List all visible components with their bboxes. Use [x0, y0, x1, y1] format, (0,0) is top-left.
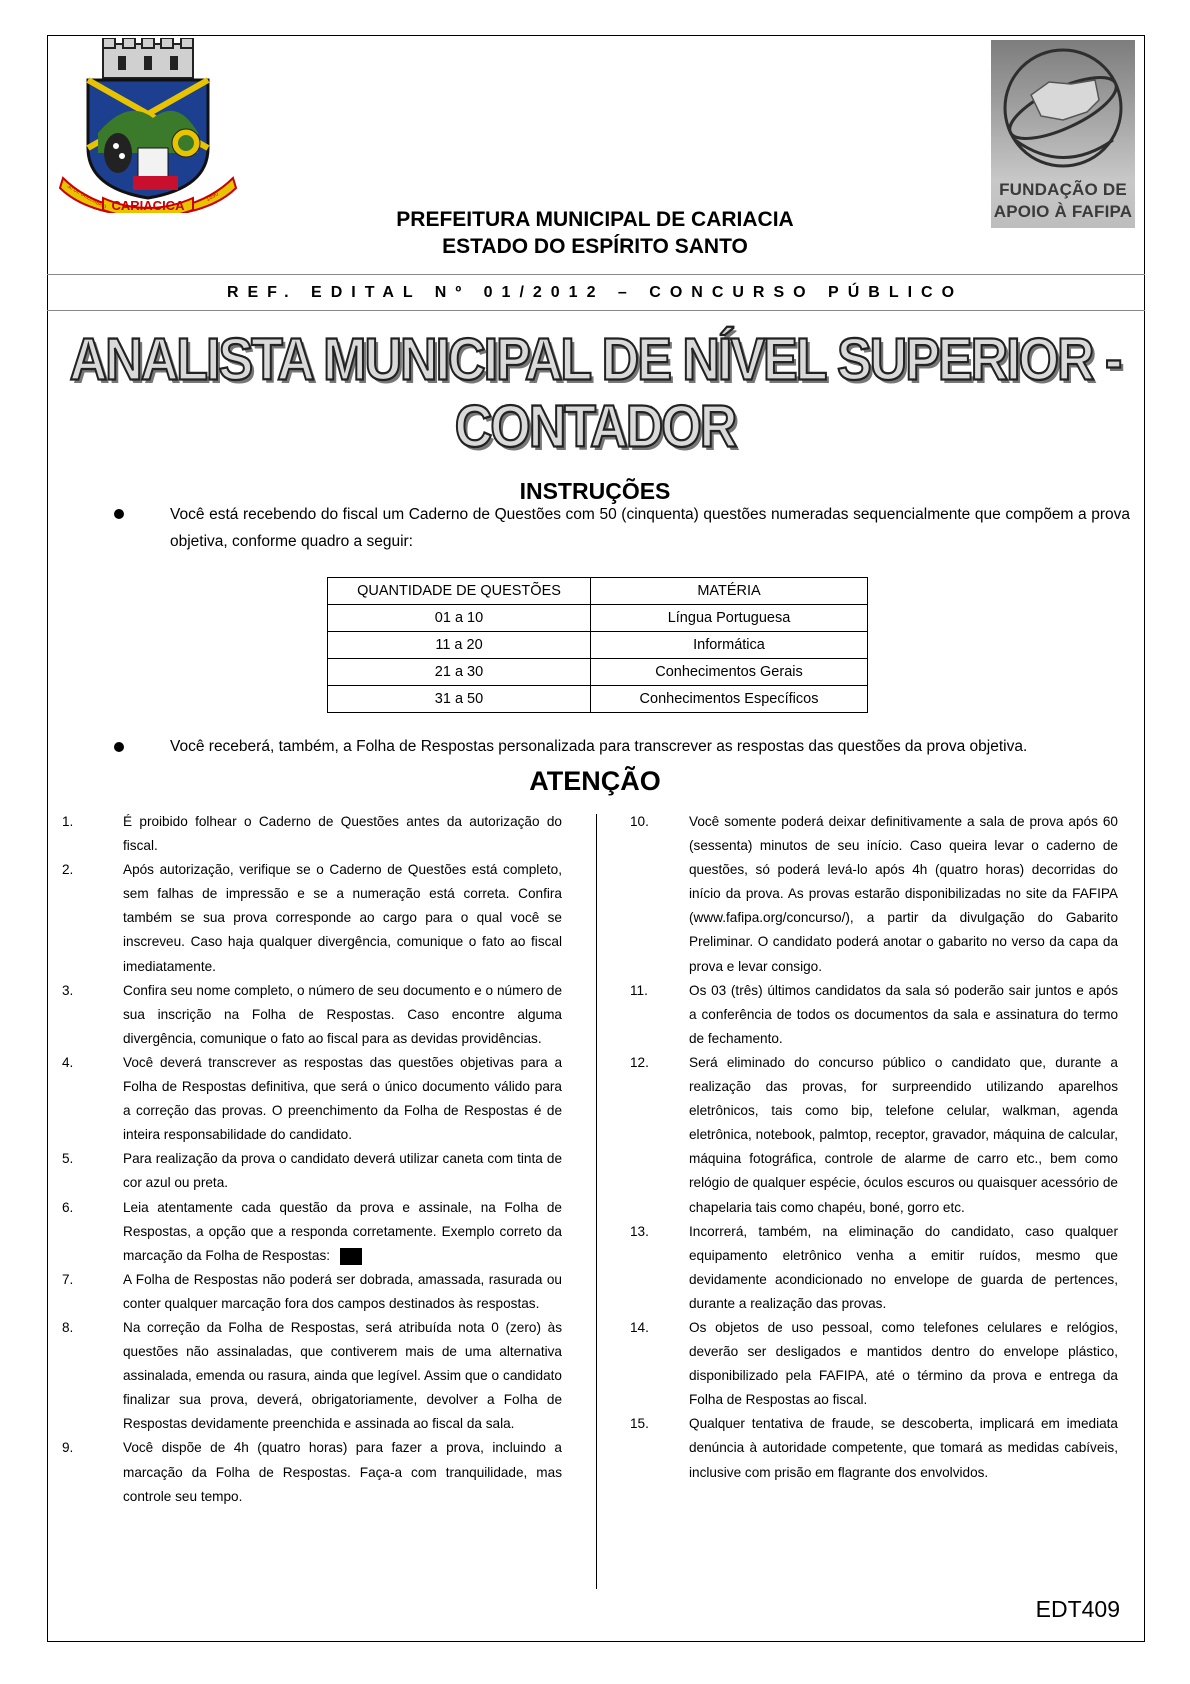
edital-reference: REF. EDITAL Nº 01/2012 – CONCURSO PÚBLICO: [226, 284, 964, 301]
list-item: 3. Confira seu nome completo, o número de seu documento e o número de sua inscrição na Folha de Respostas. Caso encontre alguma divergência, comunique o fato ao fiscal para as devidas providências.: [62, 982, 562, 1046]
table-cell: 11 a 20: [328, 632, 591, 659]
questions-table: [327, 577, 868, 713]
header-line2: ESTADO DO ESPÍRITO SANTO: [442, 235, 748, 258]
table-cell: Conhecimentos Específicos: [591, 686, 868, 713]
fafipa-logo: [991, 40, 1135, 228]
table-row: [328, 632, 868, 659]
fafipa-logo-line1: FUNDAÇÃO DE: [999, 180, 1127, 199]
fafipa-logo-line2: APOIO À FAFIPA: [993, 202, 1133, 221]
document-code: EDT409: [1035, 1596, 1120, 1622]
list-item: 1. É proibido folhear o Caderno de Questões antes da autorização do fiscal.: [62, 814, 562, 854]
attention-list-right: [630, 810, 1118, 1485]
crest-banner-date: 30 DE DEZEMBRO: [66, 183, 107, 211]
crest-banner-year: 1890: [205, 191, 220, 204]
list-item: 12. Será eliminado do concurso público o candidato que, durante a realização das provas, for surpreendido utilizando aparelhos eletrônicos, tais como bip, telefone celular, walkman, agenda eletrônica, notebook, palmtop, receptor, gravador, máquina de calcular, máquina fotográfica, controle de alarme de carro etc., bem como relógio de qualquer espécie, óculos escuros ou quaisquer acessório de chapelaria tais como chapéu, boné, gorro etc.: [630, 1054, 1118, 1215]
instruction-bullet-1: Você está recebendo do fiscal um Caderno de Questões com 50 (cinquenta) questões numeradas sequencialmente que compõem a prova objetiva, conforme quadro a seguir:: [170, 506, 1130, 550]
exam-title-line2: CONTADOR: [454, 393, 736, 461]
divider: [47, 274, 1145, 275]
bullet-icon: [114, 742, 124, 752]
instructions-heading: INSTRUÇÕES: [519, 478, 671, 504]
list-item: 5. Para realização da prova o candidato deverá utilizar caneta com tinta de cor azul ou preta.: [62, 1151, 562, 1191]
bullet-icon: [114, 509, 124, 519]
attention-list-left: [62, 810, 562, 1509]
list-item: 10. Você somente poderá deixar definitivamente a sala de prova após 60 (sessenta) minutos de seu início. Caso queira levar o caderno de questões, só poderá levá-lo após 4h (quatro horas) decorridas do início da prova. As provas estarão disponibilizadas no site da FAFIPA (www.fafipa.org/concurso/), a partir da divulgação do Gabarito Preliminar. O candidato poderá anotar o gabarito no verso da capa da prova e levar consigo.: [630, 814, 1118, 974]
list-item: 8. Na correção da Folha de Respostas, será atribuída nota 0 (zero) às questões não assinaladas, que contiverem mais de uma alternativa assinalada, emenda ou rasura, ainda que legível. Assim que o candidato finalizar sua prova, deverá, obrigatoriamente, devolver a Folha de Respostas devidamente preenchida e assinada ao fiscal da sala.: [62, 1319, 562, 1432]
list-item: 2. Após autorização, verifique se o Caderno de Questões está completo, sem falhas de impressão e se a numeração está correta. Confira também se sua prova corresponde ao cargo para o qual você se inscreveu. Caso haja qualquer divergência, comunique o fato ao fiscal imediatamente.: [62, 862, 562, 974]
table-cell: Língua Portuguesa: [591, 605, 868, 632]
globe-icon: [991, 40, 1135, 180]
table-row: [328, 659, 868, 686]
header-line1: PREFEITURA MUNICIPAL DE CARIACIA: [396, 208, 794, 231]
table-cell: Informática: [591, 632, 868, 659]
column-divider: [596, 814, 597, 1589]
list-item: 7. A Folha de Respostas não poderá ser dobrada, amassada, rasurada ou conter qualquer marcação fora dos campos destinados às respostas.: [62, 1271, 562, 1311]
list-item: 13. Incorrerá, também, na eliminação do candidato, caso qualquer equipamento eletrônico venha a emitir ruídos, mesmo que devidamente acondicionado no envelope de guarda de pertences, durante a realização das provas.: [630, 1223, 1118, 1311]
divider: [47, 310, 1145, 311]
table-header-row: [328, 578, 868, 605]
table-header-cell: QUANTIDADE DE QUESTÕES: [328, 578, 591, 605]
table-row: [328, 686, 868, 713]
instruction-bullet-2: Você receberá, também, a Folha de Respostas personalizada para transcrever as respostas das questões da prova objetiva.: [170, 738, 1028, 755]
table-cell: 21 a 30: [328, 659, 591, 686]
crest-banner-text: CARIACICA: [111, 198, 185, 213]
list-item: 11. Os 03 (três) últimos candidatos da sala só poderão sair juntos e após a conferência de todos os documentos da sala e assinatura do termo de fechamento.: [630, 982, 1118, 1046]
table-header-cell: MATÉRIA: [591, 578, 868, 605]
list-item: 15. Qualquer tentativa de fraude, se descoberta, implicará em imediata denúncia à autoridade competente, que tomará as medidas cabíveis, inclusive com prisão em flagrante dos envolvidos.: [630, 1416, 1118, 1480]
list-item: 14. Os objetos de uso pessoal, como telefones celulares e relógios, deverão ser desligados e mantidos dentro do envelope plástico, disponibilizado pela FAFIPA, até o término da prova e entrega da Folha de Respostas ao fiscal.: [630, 1319, 1118, 1408]
attention-heading: ATENÇÃO: [529, 766, 661, 796]
list-item: 6. Leia atentamente cada questão da prova e assinale, na Folha de Respostas, a opção que a responda corretamente. Exemplo correto da marcação da Folha de Respostas:: [62, 1199, 562, 1263]
filled-mark-example: [340, 1248, 362, 1265]
exam-title-line1: ANALISTA MUNICIPAL DE NÍVEL SUPERIOR -: [69, 326, 1121, 394]
list-item: 9. Você dispõe de 4h (quatro horas) para fazer a prova, incluindo a marcação da Folha de Respostas. Faça-a com tranquilidade, mas controle seu tempo.: [62, 1440, 562, 1504]
table-cell: 31 a 50: [328, 686, 591, 713]
list-item: 4. Você deverá transcrever as respostas das questões objetivas para a Folha de Respostas definitiva, que será o único documento válido para a correção das provas. O preenchimento da Folha de Respostas é de inteira responsabilidade do candidato.: [62, 1054, 562, 1143]
table-cell: Conhecimentos Gerais: [591, 659, 868, 686]
table-cell: 01 a 10: [328, 605, 591, 632]
cariacica-crest-logo: [58, 38, 238, 213]
table-row: [328, 605, 868, 632]
